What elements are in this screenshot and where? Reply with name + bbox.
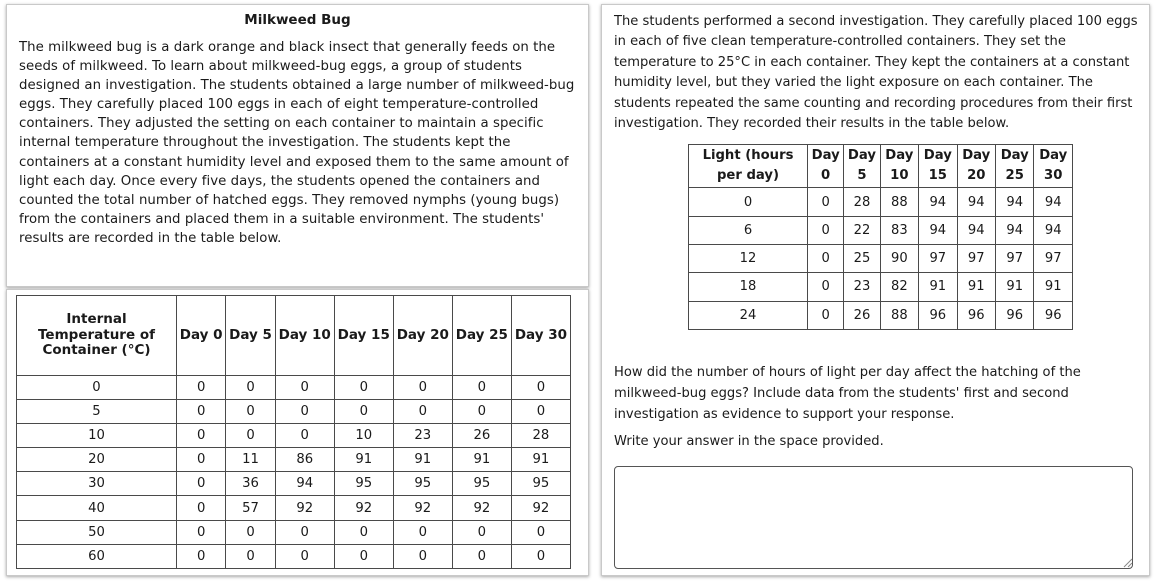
column-header: Day 0 [177, 296, 226, 376]
row-label-cell: 40 [17, 496, 177, 520]
table-row [17, 424, 571, 448]
table-cell: 91 [393, 448, 452, 472]
table-cell: 94 [919, 216, 957, 244]
table-row [17, 496, 571, 520]
table-row [689, 245, 1073, 273]
table-cell: 0 [511, 544, 570, 568]
column-header: Day 15 [919, 145, 957, 188]
row-label-cell: 18 [689, 273, 808, 301]
table-cell: 91 [511, 448, 570, 472]
table-cell: 26 [452, 424, 511, 448]
column-header: Day 10 [275, 296, 334, 376]
table-row [17, 520, 571, 544]
table-cell: 91 [996, 273, 1034, 301]
table-header-row [689, 145, 1073, 188]
table-cell: 0 [808, 273, 844, 301]
temperature-table-panel [6, 289, 589, 576]
table-cell: 0 [452, 376, 511, 400]
table-cell: 97 [957, 245, 995, 273]
table-cell: 57 [226, 496, 275, 520]
column-header: Day 5 [844, 145, 880, 188]
table-cell: 23 [844, 273, 880, 301]
table-cell: 96 [919, 301, 957, 329]
table-cell: 94 [919, 188, 957, 216]
table-cell: 95 [393, 472, 452, 496]
table-header-row [17, 296, 571, 376]
table-cell: 0 [226, 376, 275, 400]
table-cell: 92 [452, 496, 511, 520]
table-cell: 96 [996, 301, 1034, 329]
table-cell: 0 [334, 376, 393, 400]
table-cell: 0 [808, 245, 844, 273]
table-cell: 95 [452, 472, 511, 496]
table-cell: 0 [452, 544, 511, 568]
table-cell: 0 [275, 376, 334, 400]
table-cell: 0 [511, 400, 570, 424]
table-cell: 0 [226, 400, 275, 424]
column-header: Day 25 [996, 145, 1034, 188]
table-cell: 0 [334, 520, 393, 544]
table-cell: 0 [177, 544, 226, 568]
row-label-cell: 6 [689, 216, 808, 244]
table-cell: 95 [511, 472, 570, 496]
table-cell: 94 [996, 188, 1034, 216]
row-label-cell: 30 [17, 472, 177, 496]
table-cell: 11 [226, 448, 275, 472]
column-header: Light (hours per day) [689, 145, 808, 188]
row-label-cell: 50 [17, 520, 177, 544]
write-prompt: Write your answer in the space provided. [614, 433, 884, 449]
table-row [17, 376, 571, 400]
table-cell: 96 [957, 301, 995, 329]
table-cell: 97 [996, 245, 1034, 273]
intro-title: Milkweed Bug [244, 12, 351, 28]
table-cell: 0 [393, 376, 452, 400]
table-cell: 25 [844, 245, 880, 273]
question-text: How did the number of hours of light per day affect the hatching of the milkweed-bug eggs? Include data from the students' first and second investigation as evidence to support your response. [614, 364, 1081, 422]
table-row [17, 400, 571, 424]
row-label-cell: 0 [689, 188, 808, 216]
table-cell: 91 [334, 448, 393, 472]
table-cell: 0 [177, 400, 226, 424]
column-header: Day 25 [452, 296, 511, 376]
table-cell: 28 [844, 188, 880, 216]
table-cell: 82 [880, 273, 918, 301]
table-cell: 0 [393, 400, 452, 424]
column-header: Day 10 [880, 145, 918, 188]
table-cell: 0 [452, 520, 511, 544]
table-row [17, 448, 571, 472]
column-header: Internal Temperature of Container (°C) [17, 296, 177, 376]
table-cell: 88 [880, 301, 918, 329]
table-cell: 94 [1034, 188, 1073, 216]
table-row [17, 472, 571, 496]
row-label-cell: 60 [17, 544, 177, 568]
table-cell: 26 [844, 301, 880, 329]
table-cell: 0 [511, 376, 570, 400]
intro-panel [6, 4, 589, 287]
table-cell: 0 [177, 424, 226, 448]
table-cell: 97 [1034, 245, 1073, 273]
row-label-cell: 0 [17, 376, 177, 400]
table-cell: 0 [177, 376, 226, 400]
table-cell: 92 [511, 496, 570, 520]
table-cell: 94 [996, 216, 1034, 244]
table-cell: 0 [393, 544, 452, 568]
column-header: Day 0 [808, 145, 844, 188]
column-header: Day 5 [226, 296, 275, 376]
light-table [688, 144, 1073, 329]
table-cell: 36 [226, 472, 275, 496]
table-cell: 0 [177, 496, 226, 520]
row-label-cell: 5 [17, 400, 177, 424]
table-cell: 0 [275, 544, 334, 568]
table-row [689, 273, 1073, 301]
second-investigation-text: The students performed a second investigation. They carefully placed 100 eggs in each of five clean temperature-controlled containers. They set the temperature to 25°C in each container. They kept the containers at a constant humidity level, but they varied the light exposure on each container. The students repeated the same counting and recording procedures from their first investigation. They recorded their results in the table below. [614, 14, 1138, 132]
table-cell: 94 [957, 216, 995, 244]
table-cell: 0 [226, 520, 275, 544]
row-label-cell: 20 [17, 448, 177, 472]
table-cell: 91 [919, 273, 957, 301]
table-cell: 0 [334, 544, 393, 568]
temperature-table [16, 295, 571, 569]
table-cell: 92 [393, 496, 452, 520]
table-cell: 94 [1034, 216, 1073, 244]
table-cell: 0 [808, 188, 844, 216]
table-cell: 22 [844, 216, 880, 244]
investigation-panel [601, 4, 1150, 576]
table-cell: 94 [957, 188, 995, 216]
table-cell: 0 [226, 544, 275, 568]
row-label-cell: 24 [689, 301, 808, 329]
table-cell: 96 [1034, 301, 1073, 329]
table-cell: 0 [452, 400, 511, 424]
column-header: Day 20 [393, 296, 452, 376]
table-cell: 0 [393, 520, 452, 544]
table-cell: 91 [957, 273, 995, 301]
column-header: Day 15 [334, 296, 393, 376]
table-cell: 0 [808, 216, 844, 244]
table-cell: 0 [511, 520, 570, 544]
table-cell: 95 [334, 472, 393, 496]
table-row [689, 216, 1073, 244]
table-cell: 0 [226, 424, 275, 448]
row-label-cell: 12 [689, 245, 808, 273]
column-header: Day 30 [511, 296, 570, 376]
table-cell: 10 [334, 424, 393, 448]
table-cell: 92 [275, 496, 334, 520]
table-cell: 0 [275, 520, 334, 544]
table-cell: 83 [880, 216, 918, 244]
table-cell: 94 [275, 472, 334, 496]
table-cell: 91 [1034, 273, 1073, 301]
column-header: Day 20 [957, 145, 995, 188]
table-cell: 90 [880, 245, 918, 273]
table-cell: 23 [393, 424, 452, 448]
table-cell: 0 [275, 400, 334, 424]
table-cell: 97 [919, 245, 957, 273]
column-header: Day 30 [1034, 145, 1073, 188]
table-row [689, 301, 1073, 329]
table-cell: 0 [808, 301, 844, 329]
table-cell: 86 [275, 448, 334, 472]
table-cell: 0 [334, 400, 393, 424]
intro-text: The milkweed bug is a dark orange and black insect that generally feeds on the seeds of milkweed. To learn about milkweed-bug eggs, a group of students designed an investigation. The students obtained a large number of milkweed-bug eggs. They carefully placed 100 eggs in each of eight temperature-controlled containers. They adjusted the setting on each container to maintain a specific internal temperature throughout the investigation. The students kept the containers at a constant humidity level and exposed them to the same amount of light each day. Once every five days, the students opened the containers and counted the total number of hatched eggs. They removed nymphs (young bugs) from the containers and placed them in a suitable environment. The students' results are recorded in the table below. [19, 40, 575, 246]
table-cell: 92 [334, 496, 393, 520]
row-label-cell: 10 [17, 424, 177, 448]
table-cell: 91 [452, 448, 511, 472]
table-row [17, 544, 571, 568]
table-cell: 0 [177, 472, 226, 496]
table-cell: 28 [511, 424, 570, 448]
table-cell: 0 [177, 520, 226, 544]
table-cell: 0 [177, 448, 226, 472]
table-cell: 0 [275, 424, 334, 448]
table-cell: 88 [880, 188, 918, 216]
answer-textarea[interactable] [614, 466, 1133, 569]
table-row [689, 188, 1073, 216]
